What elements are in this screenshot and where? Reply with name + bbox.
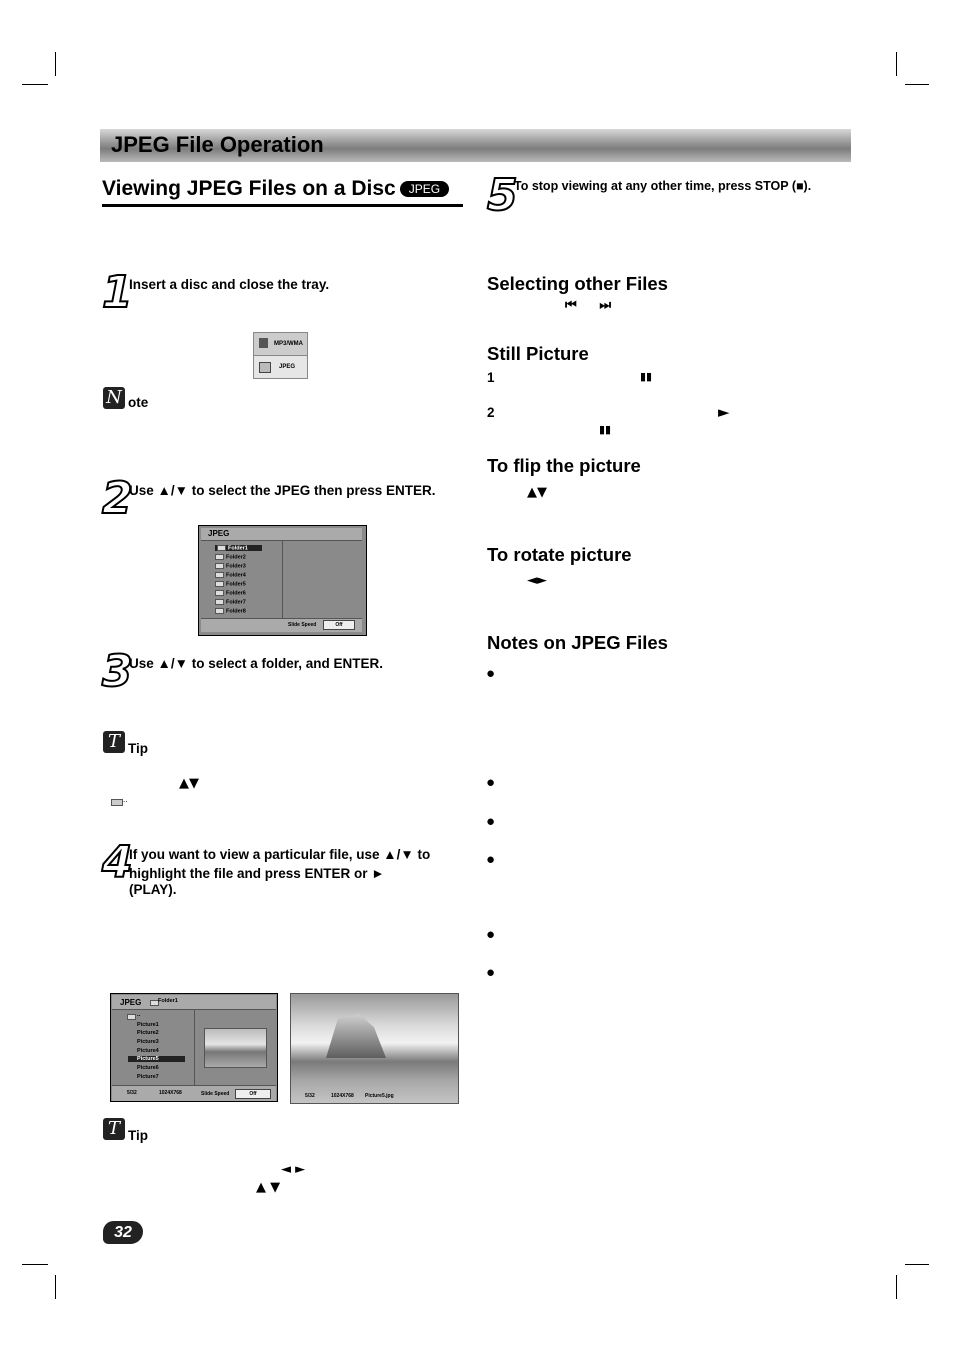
- screen2-up[interactable]: ..: [137, 1012, 141, 1018]
- screen1-title: JPEG: [208, 529, 230, 538]
- picture-item[interactable]: Picture4: [137, 1048, 159, 1054]
- flip-arrows: ▲▼: [527, 485, 547, 500]
- tip2-icon: T: [103, 1118, 125, 1140]
- flip-heading: To flip the picture: [487, 455, 641, 476]
- section-banner: [100, 129, 851, 162]
- selecting-heading: Selecting other Files: [487, 273, 668, 294]
- step-number-2: 2: [102, 473, 132, 524]
- step-4-line1: If you want to view a particular file, use ▲/▼ to: [129, 847, 431, 862]
- folder-item[interactable]: Folder8: [215, 608, 246, 614]
- rotate-arrows: ◄►: [527, 573, 547, 588]
- folder-item[interactable]: Folder2: [215, 554, 246, 560]
- bullet: ●: [486, 665, 496, 682]
- picture-icon: [259, 362, 271, 373]
- step-5-text: To stop viewing at any other time, press STOP (■).: [514, 179, 812, 193]
- picture-item[interactable]: Picture1: [137, 1022, 159, 1028]
- jpeg-badge: JPEG: [400, 181, 449, 197]
- step-4-line3: (PLAY).: [129, 882, 177, 897]
- pause-icon: ▮▮: [599, 423, 612, 436]
- picture-item[interactable]: Picture7: [137, 1074, 159, 1080]
- step-number-4: 4: [102, 837, 132, 888]
- bullet: ●: [486, 774, 496, 791]
- tip-label: Tip: [128, 741, 148, 756]
- folder-item[interactable]: Folder1: [215, 545, 262, 551]
- folder-item[interactable]: Folder3: [215, 563, 246, 569]
- photo-resolution: 1024X768: [331, 1093, 354, 1099]
- folder-item[interactable]: Folder6: [215, 590, 246, 596]
- photo-count: 5/32: [305, 1093, 315, 1099]
- bullet: ●: [486, 813, 496, 830]
- thumbnail-preview: [204, 1028, 267, 1068]
- still-step-1: 1: [487, 370, 495, 385]
- tip-arrows: ▲▼: [179, 776, 199, 791]
- main-heading: Viewing JPEG Files on a Disc JPEG: [102, 177, 449, 201]
- note-label: ote: [128, 395, 149, 410]
- note-icon: N: [103, 387, 125, 409]
- tip2-ud-arrows: ▲ ▼: [256, 1180, 281, 1195]
- still-step-2: 2: [487, 405, 495, 420]
- disc-menu-icons: [253, 332, 308, 379]
- picture-item[interactable]: Picture3: [137, 1039, 159, 1045]
- step-number-5: 5: [487, 170, 517, 221]
- tip-folder-marker: ..: [123, 795, 128, 804]
- tip-icon: T: [103, 731, 125, 753]
- step-1-text: Insert a disc and close the tray.: [129, 277, 330, 292]
- screen1-slide-speed-value[interactable]: Off: [323, 620, 355, 630]
- picture-item-selected[interactable]: Picture5: [128, 1056, 185, 1062]
- step-number-3: 3: [102, 646, 132, 697]
- jpeg-menu-label: JPEG: [279, 364, 296, 370]
- page-number: 32: [103, 1221, 143, 1244]
- folder-icon: [111, 799, 123, 806]
- rotate-heading: To rotate picture: [487, 544, 632, 565]
- folder-item[interactable]: Folder4: [215, 572, 246, 578]
- photo-filename: Picture5.jpg: [365, 1093, 394, 1099]
- bullet: ●: [486, 964, 496, 981]
- mp3-label: MP3/WMA: [274, 341, 303, 347]
- screen2-folder: Folder1: [158, 998, 178, 1004]
- picture-item[interactable]: Picture6: [137, 1065, 159, 1071]
- bullet: ●: [486, 926, 496, 943]
- screen2-count: 5/32: [127, 1090, 137, 1096]
- step-4-line2: highlight the file and press ENTER or ►: [129, 866, 385, 881]
- screen2-title: JPEG: [120, 998, 142, 1007]
- tip2-label: Tip: [128, 1128, 148, 1143]
- step-number-1: 1: [102, 267, 132, 318]
- play-icon: ►: [718, 403, 730, 421]
- bullet: ●: [486, 851, 496, 868]
- jpeg-folder-screen: [198, 525, 367, 636]
- step-3-text: Use ▲/▼ to select a folder, and ENTER.: [129, 656, 384, 671]
- music-icon: [259, 338, 268, 348]
- section-title: JPEG File Operation: [111, 132, 324, 157]
- still-heading: Still Picture: [487, 343, 589, 364]
- folder-item[interactable]: Folder5: [215, 581, 246, 587]
- screen2-resolution: 1024X768: [159, 1090, 182, 1096]
- screen2-slide-speed-label: Slide Speed: [201, 1091, 230, 1097]
- mountain-shape: [326, 1014, 386, 1058]
- tip2-lr-arrows: ◄ ►: [281, 1162, 306, 1177]
- notes-heading: Notes on JPEG Files: [487, 632, 668, 653]
- photo-fullscreen: [290, 993, 459, 1104]
- screen2-slide-speed-value[interactable]: Off: [235, 1089, 271, 1099]
- heading-rule: [102, 204, 463, 207]
- step-2-text: Use ▲/▼ to select the JPEG then press ENTER.: [129, 483, 436, 498]
- jpeg-file-screen: [110, 993, 278, 1102]
- screen1-slide-speed-label: Slide Speed: [288, 622, 317, 628]
- folder-item[interactable]: Folder7: [215, 599, 246, 605]
- skip-icons: ⏮ ⏭: [565, 298, 612, 313]
- picture-item[interactable]: Picture2: [137, 1030, 159, 1036]
- pause-icon: ▮▮: [640, 370, 653, 383]
